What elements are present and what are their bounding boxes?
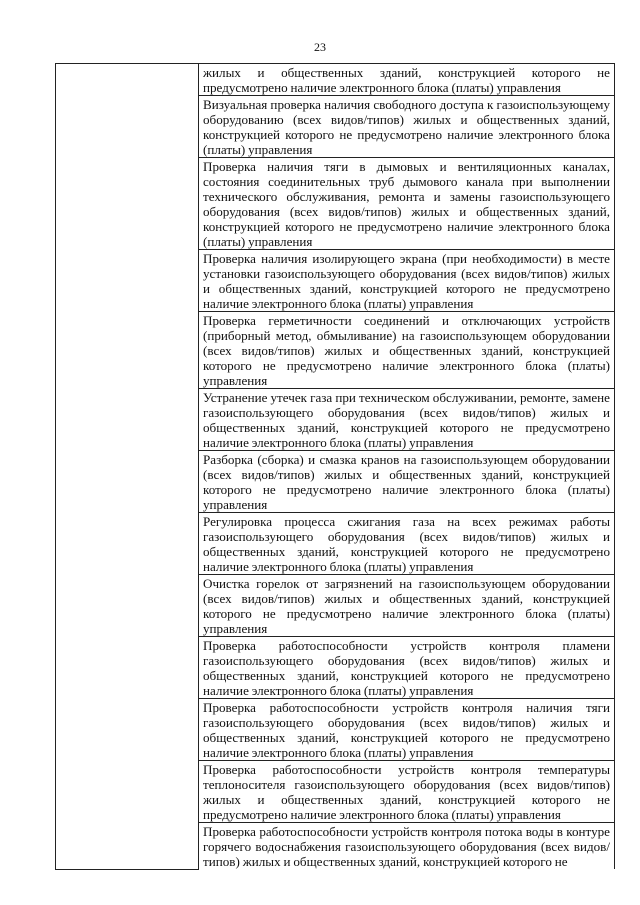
table-row [56, 64, 615, 96]
row-text: Проверка работоспособности устройств контроля наличия тяги газоиспользующего оборудования (всех видов/типов) жилых и общественных зданий, конструкцией которого не предусмотрено наличие электронного блока (платы) управления [203, 700, 610, 760]
table-cell [199, 158, 615, 250]
row-text: Проверка наличия тяги в дымовых и вентиляционных каналах, состояния соединительных труб дымового канала при выполнении технического обслуживания, ремонта и замены газоиспользующего оборудования (всех видов/типов) жилых и общественных зданий, конструкцией которого не предусмотрено наличие электронного блока (платы) управления [203, 159, 610, 249]
services-table [55, 63, 615, 870]
table-cell [199, 389, 615, 451]
row-text: Регулировка процесса сжигания газа на всех режимах работы газоиспользующего оборудования (всех видов/типов) жилых и общественных зданий, конструкцией которого не предусмотрено наличие электронного блока (платы) управления [203, 514, 610, 574]
table-cell [199, 575, 615, 637]
table-cell [199, 699, 615, 761]
row-text: Проверка наличия изолирующего экрана (при необходимости) в месте установки газоиспользующего оборудования (всех видов/типов) жилых и общественных зданий, конструкцией которого не предусмотрено наличие электронного блока (платы) управления [203, 251, 610, 311]
table-cell [199, 513, 615, 575]
left-empty-cell [56, 64, 199, 870]
table-cell [199, 312, 615, 389]
page-number: 23 [314, 40, 326, 54]
row-text: Очистка горелок от загрязнений на газоиспользующем оборудовании (всех видов/типов) жилых и общественных зданий, конструкцией которого не предусмотрено наличие электронного блока (платы) управления [203, 576, 610, 636]
row-text: Проверка герметичности соединений и отключающих устройств (приборный метод, обмыливание) на газоиспользующем оборудовании (всех видов/типов) жилых и общественных зданий, конструкцией которого не предусмотрено наличие электронного блока (платы) управления [203, 313, 610, 388]
row-text: Проверка работоспособности устройств контроля температуры теплоносителя газоиспользующего оборудования (всех видов/типов) жилых и общественных зданий, конструкцией которого не предусмотрено наличие электронного блока (платы) управления [203, 762, 610, 822]
row-text: Проверка работоспособности устройств контроля пламени газоиспользующего оборудования (всех видов/типов) жилых и общественных зданий, конструкцией которого не предусмотрено наличие электронного блока (платы) управления [203, 638, 610, 698]
table-cell [199, 761, 615, 823]
table-cell [199, 451, 615, 513]
table-cell [199, 64, 615, 96]
row-text: Устранение утечек газа при техническом обслуживании, ремонте, замене газоиспользующего оборудования (всех видов/типов) жилых и общественных зданий, конструкцией которого не предусмотрено наличие электронного блока (платы) управления [203, 390, 610, 450]
table-cell [199, 823, 615, 870]
row-text: Проверка работоспособности устройств контроля потока воды в контуре горячего водоснабжения газоиспользующего оборудования (всех видов/типов) жилых и общественных зданий, конструкцией которого не [203, 824, 610, 869]
row-text: жилых и общественных зданий, конструкцией которого не предусмотрено наличие электронного блока (платы) управления [203, 65, 610, 95]
row-text: Визуальная проверка наличия свободного доступа к газоиспользующему оборудованию (всех видов/типов) жилых и общественных зданий, конструкцией которого не предусмотрено наличие электронного блока (платы) управления [203, 97, 610, 157]
table-cell [199, 96, 615, 158]
table-cell [199, 637, 615, 699]
table-cell [199, 250, 615, 312]
row-text: Разборка (сборка) и смазка кранов на газоиспользующем оборудовании (всех видов/типов) жилых и общественных зданий, конструкцией которого не предусмотрено наличие электронного блока (платы) управления [203, 452, 610, 512]
